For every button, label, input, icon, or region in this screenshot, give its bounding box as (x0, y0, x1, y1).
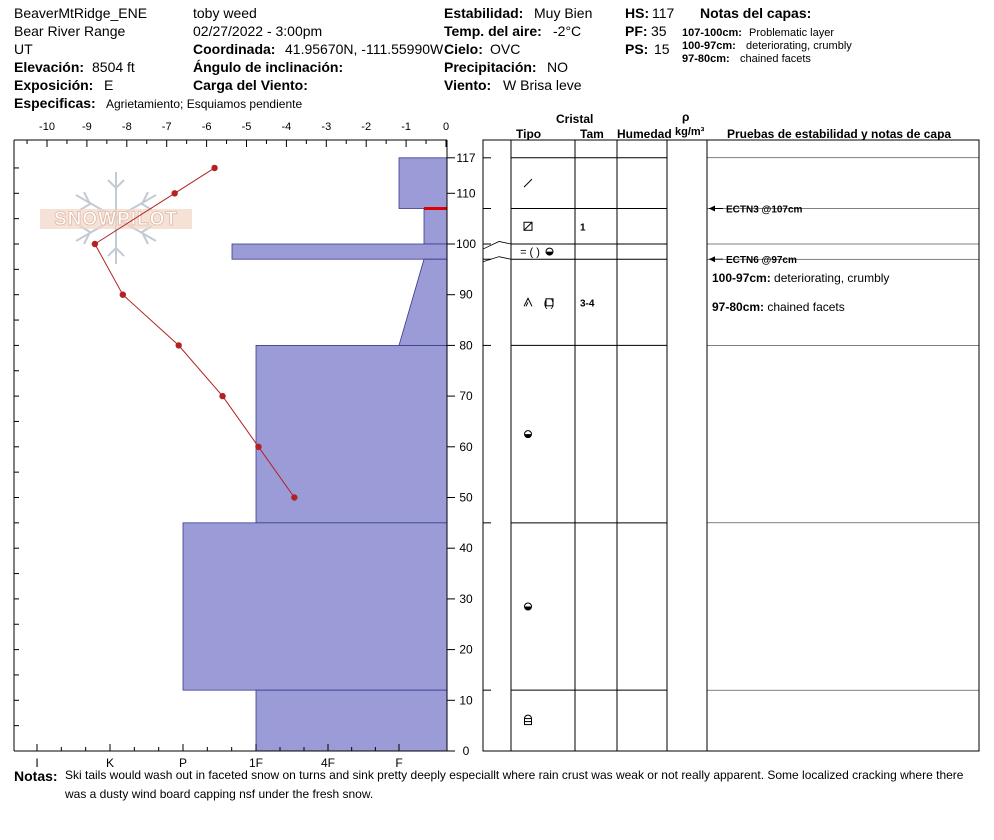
precipitation-particle-icon (524, 179, 532, 187)
hardness-layer (256, 690, 447, 751)
layer-note-text: Problematic layer (749, 27, 834, 39)
layer-note-text: chained facets (740, 53, 811, 65)
depth-hoar-icon (524, 297, 554, 309)
hs-value: 117 (652, 5, 675, 21)
elevation-value: 8504 ft (92, 59, 135, 75)
temperature-point (171, 190, 177, 196)
symbol-stroke (526, 302, 528, 306)
observer: toby weed (193, 5, 257, 21)
hardness-tick-label: K (105, 756, 115, 770)
symbol-stroke (524, 179, 532, 187)
stability-value: Muy Bien (534, 5, 593, 21)
arrow-left-icon (709, 206, 715, 212)
depth-tick-label: 50 (459, 490, 473, 505)
temperature-point (120, 292, 126, 298)
layer-notes-label: Notas del capas: (700, 5, 812, 21)
rounding-faceted-icon (525, 603, 532, 610)
temperature-point (175, 342, 181, 348)
rounding-faceted-icon (520, 247, 553, 259)
layer-comment: 97-80cm: chained facets (712, 300, 845, 314)
depth-tick-label: 110 (456, 186, 476, 201)
type-header: Tipo (516, 127, 542, 141)
site-name: BeaverMtRidge_ENE (14, 5, 148, 21)
depth-tick-label: 100 (455, 237, 477, 251)
state-name: UT (14, 41, 33, 57)
hardness-layer (424, 209, 447, 244)
depth-tick-label: 10 (459, 693, 473, 708)
symbol-text: ( ) (543, 297, 555, 310)
temp-tick-label: 0 (442, 121, 450, 133)
stability-test-label: ECTN6 @97cm (726, 255, 797, 267)
hardness-tick-label: 4F (320, 756, 336, 770)
layer-comment: 100-97cm: deteriorating, crumbly (712, 271, 890, 285)
temp-tick-label: -6 (201, 121, 212, 133)
hardness-tick-label: F (395, 756, 403, 770)
hardness-tick-label: 1F (248, 756, 264, 770)
stability-test-label: ECTN3 @107cm (726, 204, 803, 216)
logo-text: SNOWPILOT (53, 209, 179, 230)
temp-tick-label: -7 (161, 121, 172, 133)
layer-note-range: 100-97cm: (682, 40, 736, 52)
pf-value: 35 (651, 23, 667, 39)
stability-label: Estabilidad: (444, 5, 524, 21)
boundary-connector (483, 241, 511, 249)
hardness-layer (232, 244, 447, 259)
temperature-point (255, 444, 261, 450)
melt-freeze-crust-icon (524, 222, 532, 230)
temp-tick-label: -2 (361, 121, 372, 133)
hardness-layer (183, 523, 447, 690)
aspect-label: Exposición: (14, 77, 94, 93)
wind-load-label: Carga del Viento: (193, 77, 308, 93)
precip-value: NO (547, 59, 568, 75)
depth-tick-label: 60 (459, 439, 473, 454)
coordinate-label: Coordinada: (193, 41, 276, 57)
crust-marker (424, 207, 447, 210)
temperature-point (92, 241, 98, 247)
slope-angle-label: Ángulo de inclinación: (193, 59, 344, 75)
tests-header: Pruebas de estabilidad y notas de capa (727, 127, 952, 141)
rho-header: ρ (682, 110, 690, 124)
hardness-tick-label: I (35, 756, 39, 770)
depth-tick-label: 90 (459, 287, 473, 302)
snowpilot-logo (40, 172, 192, 264)
depth-tick-label: 0 (462, 744, 470, 758)
hardness-layer (399, 259, 447, 345)
specifics-value: Agrietamiento; Esquiamos pendiente (106, 97, 303, 111)
air-temp-value: -2°C (553, 23, 582, 39)
sky-value: OVC (490, 41, 521, 57)
ps-label: PS: (625, 41, 649, 57)
symbol-stroke (524, 222, 532, 230)
moisture-header: Humedad (617, 127, 672, 141)
density-unit-header: kg/m³ (675, 126, 705, 138)
wind-value: W Brisa leve (503, 77, 582, 93)
layer-note-range: 107-100cm: (682, 27, 742, 39)
temperature-point (219, 393, 225, 399)
elevation-label: Elevación: (14, 59, 85, 75)
rounding-faceted-icon (525, 431, 532, 438)
hs-label: HS: (625, 5, 650, 21)
symbol-text: = ( ) (520, 246, 540, 259)
coordinate-value: 41.95670N, -111.55990W (285, 41, 444, 57)
size-header: Tam (580, 127, 604, 141)
temp-tick-label: -9 (82, 121, 92, 133)
temp-tick-label: -3 (321, 121, 332, 133)
symbol-stroke (525, 715, 532, 719)
temperature-point (211, 165, 217, 171)
notes-line-1: Ski tails would wash out in faceted snow on turns and sink pretty deeply especiallt where rain crust was weak or not really apparent. Some localized cracking where there (65, 768, 964, 782)
depth-tick-label: 70 (459, 389, 473, 404)
aspect-value: E (104, 77, 114, 93)
range-name: Bear River Range (14, 23, 126, 39)
hardness-layer (399, 158, 447, 209)
depth-tick-label: 40 (459, 541, 473, 556)
temp-tick-label: -10 (39, 121, 55, 133)
depth-tick-label: 117 (456, 150, 476, 165)
air-temp-label: Temp. del aire: (444, 23, 542, 39)
wind-label: Viento: (444, 77, 492, 93)
notes-line-2: was a dusty wind board capping nsf under the fresh snow. (65, 787, 374, 801)
ps-value: 15 (654, 41, 670, 57)
faceted-crystal-icon (525, 715, 532, 725)
depth-tick-label: 30 (459, 591, 473, 606)
grain-size: 1 (580, 222, 586, 234)
depth-tick-label: 80 (459, 338, 473, 353)
hardness-tick-label: P (178, 756, 188, 770)
sky-label: Cielo: (444, 41, 483, 57)
precip-label: Precipitación: (444, 59, 537, 75)
temp-tick-label: -4 (281, 121, 292, 133)
specifics-label: Especificas: (14, 95, 96, 111)
pf-label: PF: (625, 23, 648, 39)
temp-tick-label: -1 (401, 121, 411, 133)
depth-tick-label: 20 (459, 642, 473, 657)
grain-size: 3-4 (580, 298, 595, 310)
layer-note-text: deteriorating, crumbly (746, 40, 852, 52)
date-time: 02/27/2022 - 3:00pm (193, 23, 323, 39)
temp-tick-label: -5 (241, 121, 252, 133)
crystal-header: Cristal (556, 112, 594, 126)
layer-table-frame (483, 140, 979, 751)
layer-note-range: 97-80cm: (682, 53, 730, 65)
arrow-left-icon (709, 256, 715, 262)
notes-label: Notas: (14, 768, 58, 784)
temperature-point (291, 494, 297, 500)
temp-tick-label: -8 (121, 121, 132, 133)
hardness-layer (256, 345, 447, 522)
